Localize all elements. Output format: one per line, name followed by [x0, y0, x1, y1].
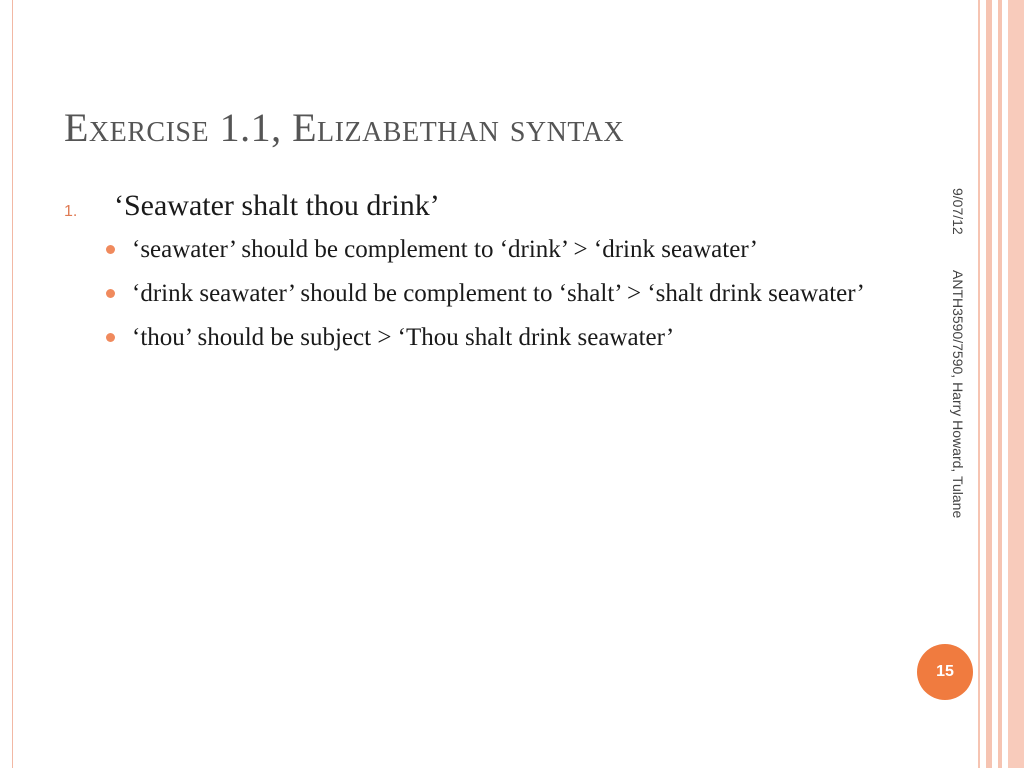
slide-title: Exercise 1.1, Elizabethan syntax	[64, 105, 625, 150]
page-number-badge	[917, 644, 973, 700]
right-decorative-stripe	[998, 0, 1002, 768]
slide-body	[64, 186, 884, 364]
page-number: 15	[936, 663, 954, 680]
sub-bullet-text: ‘drink seawater’ should be complement to ‘shalt’ > ‘shalt drink seawater’	[132, 280, 865, 307]
sub-bullet-text: ‘seawater’ should be complement to ‘drink’ > ‘drink seawater’	[132, 236, 758, 263]
bullet-icon	[106, 245, 115, 254]
right-decorative-stripe	[978, 0, 980, 768]
sub-bullet-text: ‘thou’ should be subject > ‘Thou shalt drink seawater’	[132, 324, 675, 351]
sub-bullet-item	[132, 320, 884, 356]
slide-footer: ANTH3590/7590, Harry Howard, Tulane	[950, 270, 966, 519]
slide-date: 9/07/12	[950, 188, 966, 235]
numbered-item	[64, 186, 884, 226]
sub-bullet-list	[64, 232, 884, 356]
right-decorative-stripe	[986, 0, 992, 768]
item-text: ‘Seawater shalt thou drink’	[114, 189, 440, 222]
right-decorative-stripe	[1008, 0, 1024, 768]
bullet-icon	[106, 333, 115, 342]
bullet-icon	[106, 289, 115, 298]
sub-bullet-item	[132, 232, 884, 268]
sub-bullet-item	[132, 276, 884, 312]
left-border-line	[12, 0, 13, 768]
item-number: 1.	[64, 203, 78, 220]
